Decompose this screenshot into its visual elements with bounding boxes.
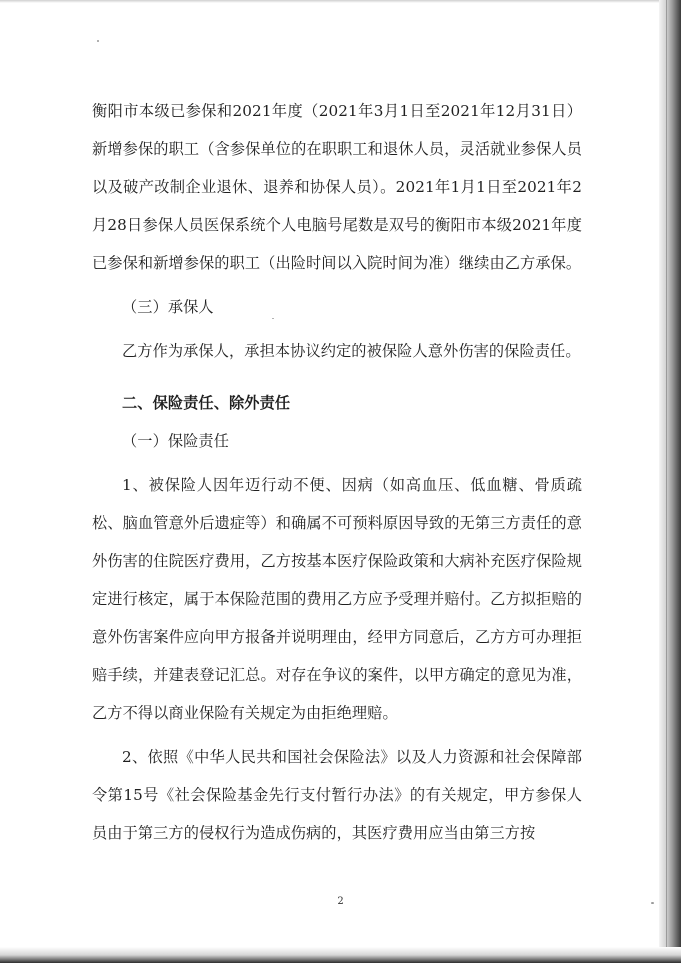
scan-bottom-edge xyxy=(0,947,681,963)
paragraph-liability-item-2: 2、依照《中华人民共和国社会保险法》以及人力资源和社会保障部令第15号《社会保险基金先行支付暂行办法》的有关规定，甲方参保人员由于第三方的侵权行为造成伤病的，其医疗费用应当由第三方按 xyxy=(92,748,582,842)
paragraph-insurer-duty: 乙方作为承保人，承担本协议约定的被保险人意外伤害的保险责任。 xyxy=(122,342,581,360)
subheading-insurer: （三）承保人 xyxy=(122,298,214,316)
section-heading-liability: 二、保险责任、除外责任 xyxy=(122,394,291,412)
binding-seam xyxy=(666,0,667,963)
subheading-insurance-liability: （一）保险责任 xyxy=(122,432,230,450)
page-number: 2 xyxy=(337,896,344,907)
document-body xyxy=(92,92,582,852)
paragraph-liability-item-1: 1、被保险人因年迈行动不便、因病（如高血压、低血糖、骨质疏松、脑血管意外后遗症等）和确属不可预料原因导致的无第三方责任的意外伤害的住院医疗费用，乙方按基本医疗保险政策和大病补充医疗保险规定进行核定，属于本保险范围的费用乙方应予受理并赔付。乙方拟拒赔的意外伤害案件应向甲方报备并说明理由，经甲方同意后，乙方方可办理拒赔手续，并建表登记汇总。对存在争议的案件，以甲方确定的意见为准，乙方不得以商业保险有关规定为由拒绝理赔。 xyxy=(92,476,582,722)
scan-speck xyxy=(97,40,99,42)
scan-top-edge xyxy=(0,0,681,3)
scan-speck xyxy=(651,902,654,904)
paragraph-insured-scope: 衡阳市本级已参保和2021年度（2021年3月1日至2021年12月31日）新增参保的职工（含参保单位的在职职工和退休人员，灵活就业参保人员以及破产改制企业退休、退养和协保人员）。2021年1月1日至2021年2月28日参保人员医保系统个人电脑号尾数是双号的衡阳市本级2021年度已参保和新增参保的职工（出险时间以入院时间为准）继续由乙方承保。 xyxy=(92,102,582,272)
scan-speck xyxy=(272,318,274,319)
scan-right-edge xyxy=(659,0,681,963)
